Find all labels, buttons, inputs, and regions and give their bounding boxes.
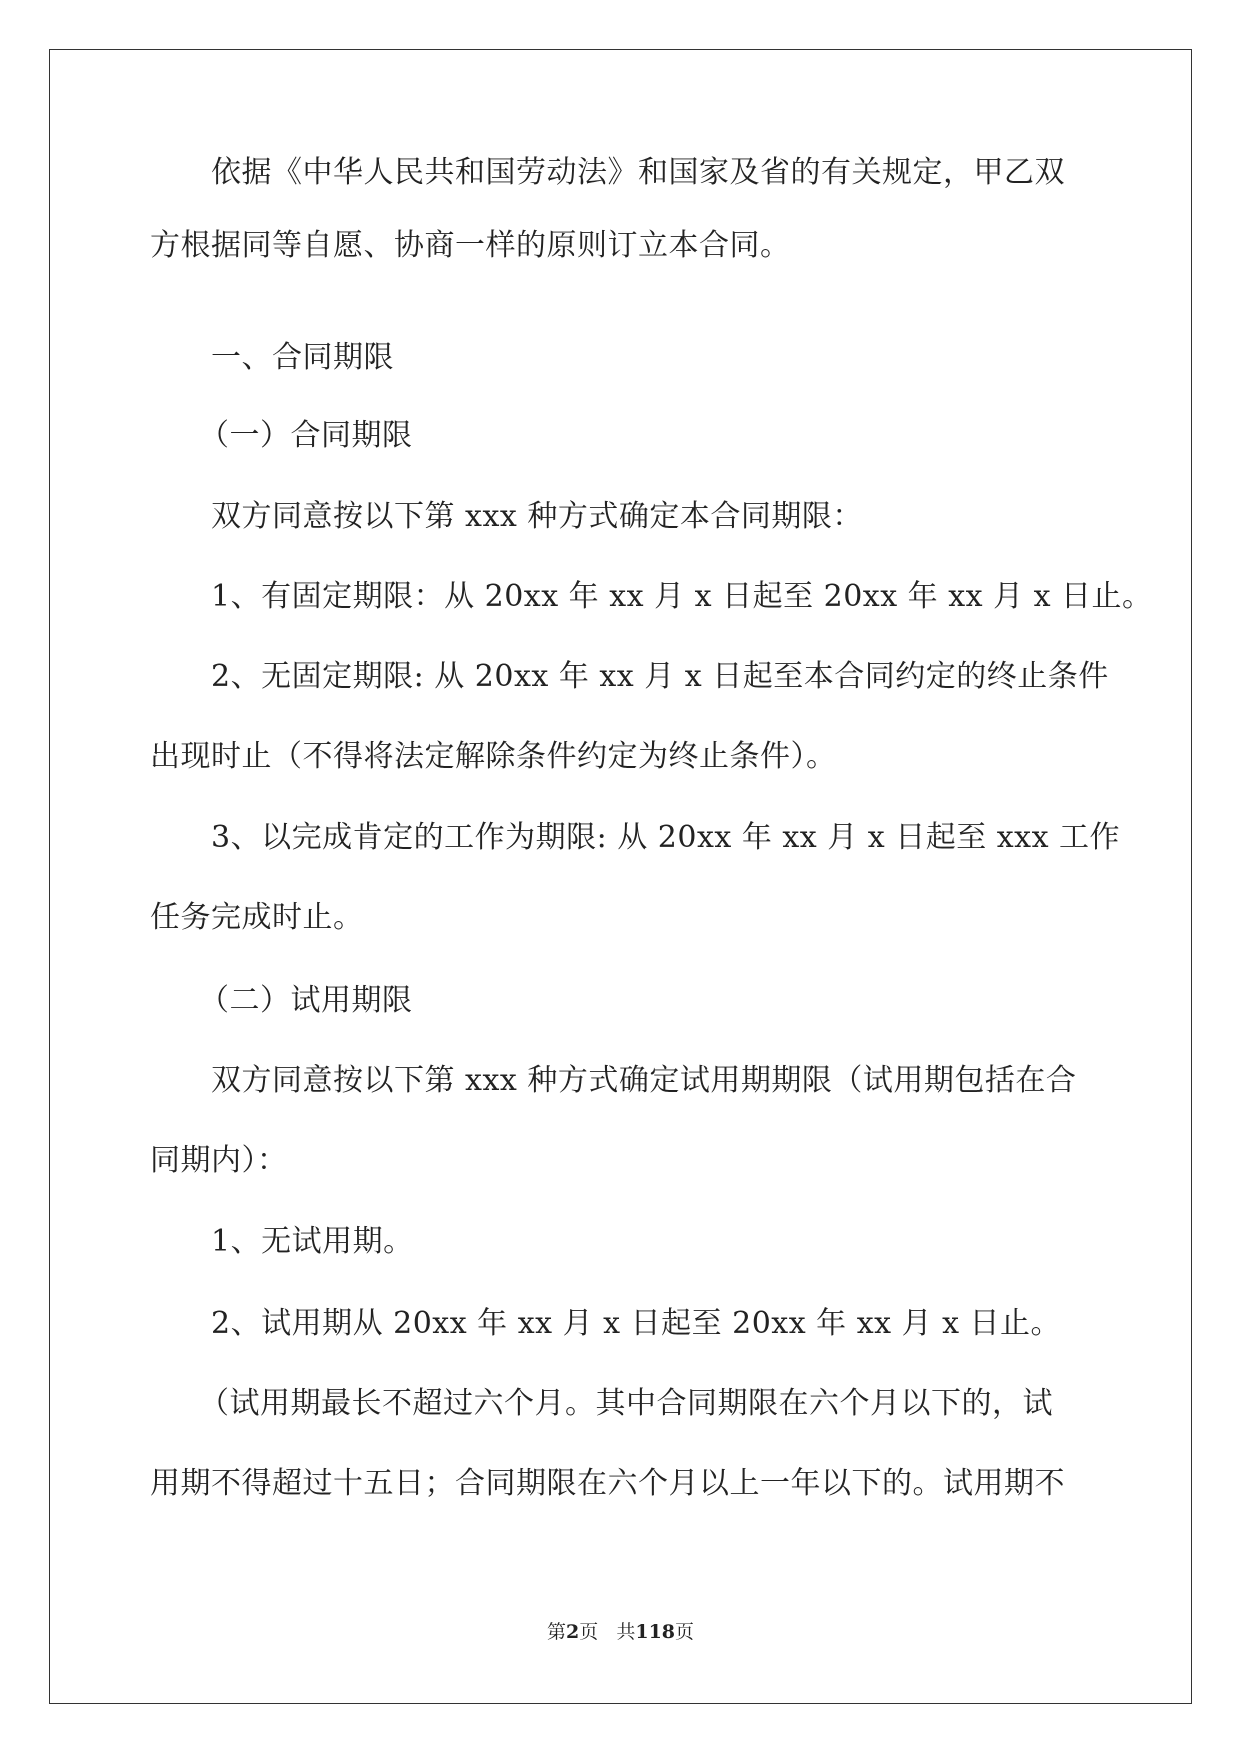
section-heading: 一、合同期限 [211,340,394,375]
paragraph-line: 同期内）： [150,1143,288,1178]
page-footer [0,1620,1241,1644]
paragraph-line: 2、试用期从 20xx 年 xx 月 x 日起至 20xx 年 xx 月 x 日止。 [211,1306,1062,1341]
paragraph-line: 任务完成时止。 [150,900,364,935]
page-border [49,49,1192,1704]
total-pages: 118 [635,1621,676,1643]
paragraph-line: 双方同意按以下第 xxx 种方式确定试用期期限（试用期包括在合 [211,1063,1077,1098]
paragraph-line: 双方同意按以下第 xxx 种方式确定本合同期限： [211,499,863,534]
page-number: 2 [565,1621,580,1643]
paragraph-line: （试用期最长不超过六个月。其中合同期限在六个月以下的，试 [199,1386,1053,1421]
total-suffix: 页 [675,1621,695,1643]
paragraph-line: 方根据同等自愿、协商一样的原则订立本合同。 [150,228,791,263]
paragraph-line: 1、无试用期。 [211,1224,414,1259]
paragraph-line: 2、无固定期限: 从 20xx 年 xx 月 x 日起至本合同约定的终止条件 [211,659,1109,694]
page-prefix: 第 [546,1621,566,1643]
paragraph-line: 依据《中华人民共和国劳动法》和国家及省的有关规定，甲乙双 [211,155,1065,190]
paragraph-line: 3、以完成肯定的工作为期限: 从 20xx 年 xx 月 x 日起至 xxx 工作 [211,820,1121,855]
paragraph-line: 出现时止（不得将法定解除条件约定为终止条件）。 [150,739,837,774]
subsection-heading: （一）合同期限 [199,418,413,453]
paragraph-line: 用期不得超过十五日；合同期限在六个月以上一年以下的。试用期不 [150,1466,1065,1501]
subsection-heading: （二）试用期限 [199,983,413,1018]
total-prefix: 共 [616,1621,636,1643]
paragraph-line: 1、有固定期限：从 20xx 年 xx 月 x 日起至 20xx 年 xx 月 x 日止。 [211,579,1153,614]
page-suffix: 页 [579,1621,599,1643]
